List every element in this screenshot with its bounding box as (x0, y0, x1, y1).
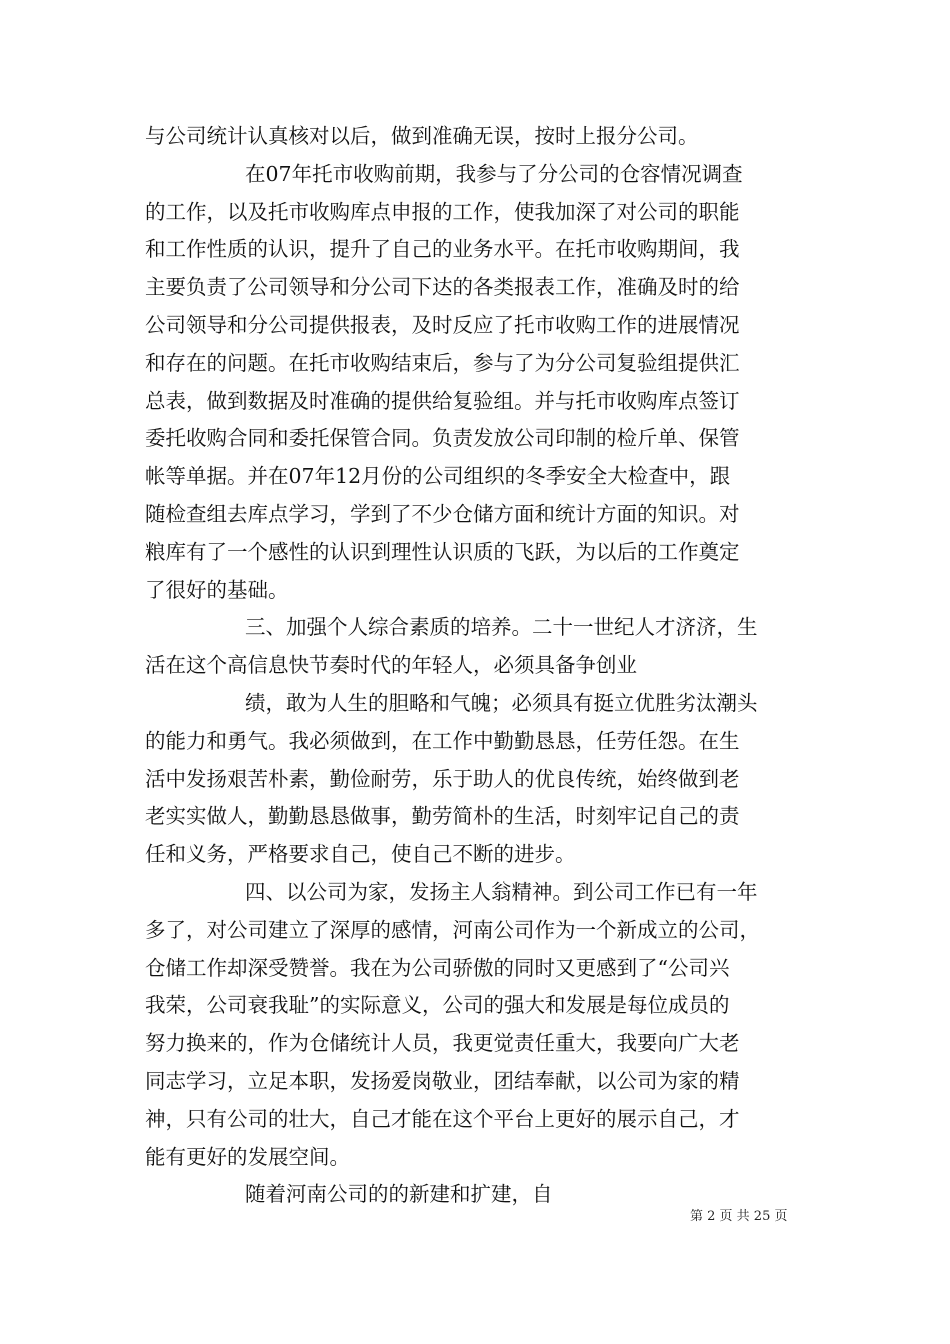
text-line: 随检查组去库点学习，学到了不少仓储方面和统计方面的知识。对 (145, 501, 740, 526)
text-line: 多了，对公司建立了深厚的感情，河南公司作为一个新成立的公司， (145, 917, 760, 942)
text-line: 的工作，以及托市收购库点申报的工作，使我加深了对公司的职能 (145, 199, 740, 224)
page-number-footer: 第 2 页 共 25 页 (690, 1209, 788, 1224)
text-line: 在07年托市收购前期，我参与了分公司的仓容情况调查 (245, 161, 743, 186)
text-line: 和存在的问题。在托市收购结束后，参与了为分公司复验组提供汇 (145, 350, 740, 375)
text-line: 随着河南公司的的新建和扩建，自 (245, 1182, 553, 1207)
text-line: 与公司统计认真核对以后，做到准确无误，按时上报分公司。 (145, 124, 699, 148)
text-line: 努力换来的，作为仓储统计人员，我更觉责任重大，我要向广大老 (145, 1031, 740, 1056)
text-line: 神，只有公司的壮大，自己才能在这个平台上更好的展示自己，才 (145, 1106, 740, 1131)
text-line: 同志学习，立足本职，发扬爱岗敬业，团结奉献，以公司为家的精 (145, 1068, 740, 1093)
text-line: 委托收购合同和委托保管合同。负责发放公司印制的检斤单、保管 (145, 426, 740, 451)
text-line: 四、以公司为家，发扬主人翁精神。到公司工作已有一年 (245, 879, 758, 904)
text-line: 任和义务，严格要求自己，使自己不断的进步。 (145, 842, 576, 867)
document-body (145, 118, 810, 1214)
text-line: 和工作性质的认识，提升了自己的业务水平。在托市收购期间，我 (145, 237, 740, 262)
text-line: 主要负责了公司领导和分公司下达的各类报表工作，准确及时的给 (145, 275, 740, 300)
text-line: 仓储工作却深受赞誉。我在为公司骄傲的同时又更感到了“公司兴 (145, 955, 730, 980)
text-line: 老实实做人，勤勤恳恳做事，勤劳简朴的生活，时刻牢记自己的责 (145, 804, 740, 829)
text-line: 粮库有了一个感性的认识到理性认识质的飞跃，为以后的工作奠定 (145, 539, 740, 564)
text-line: 了很好的基础。 (145, 577, 289, 602)
text-line: 帐等单据。并在07年12月份的公司组织的冬季安全大检查中，跟 (145, 464, 731, 489)
text-line: 公司领导和分公司提供报表，及时反应了托市收购工作的进展情况 (145, 312, 740, 337)
text-line: 活在这个高信息快节奏时代的年轻人，必须具备争创业 (145, 653, 637, 678)
text-line: 的能力和勇气。我必须做到，在工作中勤勤恳恳，任劳任怨。在生 (145, 728, 740, 753)
text-line: 我荣，公司衰我耻”的实际意义，公司的强大和发展是每位成员的 (145, 993, 730, 1018)
text-line: 三、加强个人综合素质的培养。二十一世纪人才济济，生 (245, 615, 758, 640)
text-line: 总表，做到数据及时准确的提供给复验组。并与托市收购库点签订 (145, 388, 740, 413)
text-line: 活中发扬艰苦朴素，勤俭耐劳，乐于助人的优良传统，始终做到老 (145, 766, 740, 791)
text-line: 能有更好的发展空间。 (145, 1144, 350, 1169)
text-line: 绩，敢为人生的胆略和气魄；必须具有挺立优胜劣汰潮头 (245, 690, 758, 715)
